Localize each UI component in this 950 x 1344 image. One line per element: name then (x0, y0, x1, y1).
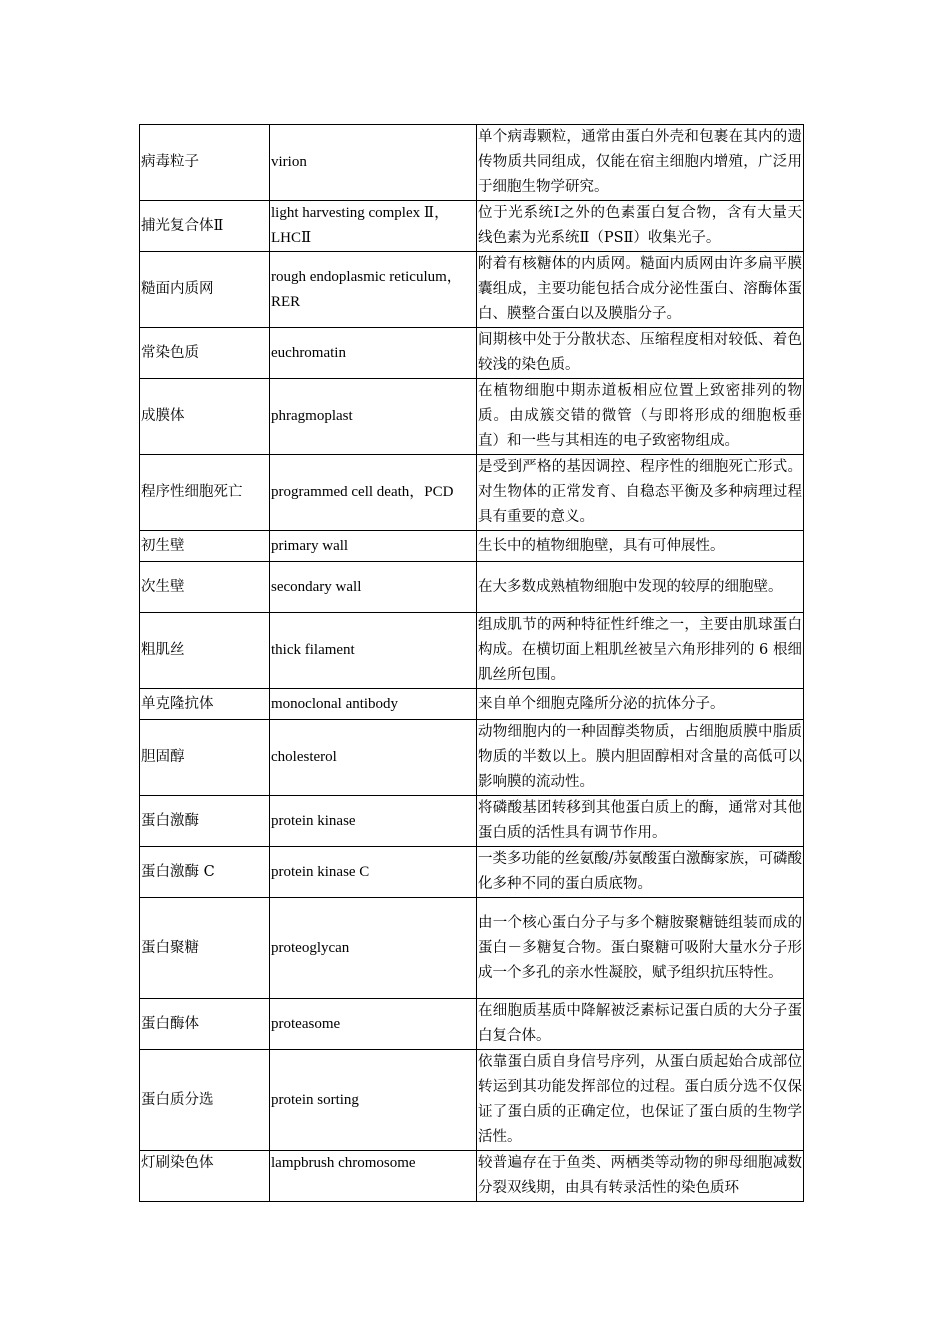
table-row (140, 455, 804, 531)
table-row (140, 847, 804, 898)
term-zh-cell: 初生壁 (140, 531, 270, 562)
table-row (140, 201, 804, 252)
term-zh-cell: 灯刷染色体 (140, 1151, 270, 1202)
term-zh-cell: 粗肌丝 (140, 613, 270, 689)
term-zh-cell: 程序性细胞死亡 (140, 455, 270, 531)
term-zh-cell: 次生壁 (140, 562, 270, 613)
definition-cell: 是受到严格的基因调控、程序性的细胞死亡形式。对生物体的正常发育、自稳态平衡及多种病理过程具有重要的意义。 (477, 455, 804, 531)
table-row (140, 328, 804, 379)
definition-cell: 动物细胞内的一种固醇类物质，占细胞质膜中脂质物质的半数以上。膜内胆固醇相对含量的高低可以影响膜的流动性。 (477, 720, 804, 796)
definition-cell: 单个病毒颗粒，通常由蛋白外壳和包裹在其内的遗传物质共同组成，仅能在宿主细胞内增殖，广泛用于细胞生物学研究。 (477, 125, 804, 201)
term-zh-cell: 蛋白聚糖 (140, 898, 270, 999)
term-en-cell: euchromatin (270, 328, 477, 379)
term-en-cell: virion (270, 125, 477, 201)
table-row (140, 252, 804, 328)
term-en-cell: thick filament (270, 613, 477, 689)
term-zh-cell: 成膜体 (140, 379, 270, 455)
term-zh-cell: 常染色质 (140, 328, 270, 379)
term-zh-cell: 蛋白酶体 (140, 999, 270, 1050)
table-row (140, 531, 804, 562)
definition-cell: 来自单个细胞克隆所分泌的抗体分子。 (477, 689, 804, 720)
definition-cell: 间期核中处于分散状态、压缩程度相对较低、着色较浅的染色质。 (477, 328, 804, 379)
term-en-cell: lampbrush chromosome (270, 1151, 477, 1202)
table-row (140, 562, 804, 613)
term-en-cell: monoclonal antibody (270, 689, 477, 720)
glossary-body (140, 125, 804, 1202)
definition-cell: 组成肌节的两种特征性纤维之一，主要由肌球蛋白构成。在横切面上粗肌丝被呈六角形排列的 6 根细肌丝所包围。 (477, 613, 804, 689)
definition-cell: 由一个核心蛋白分子与多个糖胺聚糖链组装而成的蛋白－多糖复合物。蛋白聚糖可吸附大量水分子形成一个多孔的亲水性凝胶，赋予组织抗压特性。 (477, 898, 804, 999)
term-zh-cell: 蛋白激酶 (140, 796, 270, 847)
term-en-cell: cholesterol (270, 720, 477, 796)
table-row (140, 1151, 804, 1202)
definition-cell: 较普遍存在于鱼类、两栖类等动物的卵母细胞减数分裂双线期，由具有转录活性的染色质环 (477, 1151, 804, 1202)
term-en-cell: proteoglycan (270, 898, 477, 999)
term-en-cell: protein sorting (270, 1050, 477, 1151)
term-en-cell: primary wall (270, 531, 477, 562)
definition-cell: 依靠蛋白质自身信号序列，从蛋白质起始合成部位转运到其功能发挥部位的过程。蛋白质分选不仅保证了蛋白质的正确定位，也保证了蛋白质的生物学活性。 (477, 1050, 804, 1151)
definition-cell: 在细胞质基质中降解被泛素标记蛋白质的大分子蛋白复合体。 (477, 999, 804, 1050)
table-row (140, 898, 804, 999)
table-row (140, 613, 804, 689)
term-en-cell: protein kinase (270, 796, 477, 847)
term-en-cell: secondary wall (270, 562, 477, 613)
table-row (140, 720, 804, 796)
term-zh-cell: 捕光复合体Ⅱ (140, 201, 270, 252)
table-row (140, 379, 804, 455)
term-en-cell: phragmoplast (270, 379, 477, 455)
table-row (140, 999, 804, 1050)
term-zh-cell: 蛋白质分选 (140, 1050, 270, 1151)
table-row (140, 796, 804, 847)
term-zh-cell: 病毒粒子 (140, 125, 270, 201)
table-row (140, 689, 804, 720)
term-zh-cell: 蛋白激酶 C (140, 847, 270, 898)
term-en-cell: programmed cell death，PCD (270, 455, 477, 531)
term-zh-cell: 胆固醇 (140, 720, 270, 796)
term-en-cell: rough endoplasmic reticulum，RER (270, 252, 477, 328)
definition-cell: 位于光系统Ⅰ之外的色素蛋白复合物，含有大量天线色素为光系统Ⅱ（PSⅡ）收集光子。 (477, 201, 804, 252)
definition-cell: 在大多数成熟植物细胞中发现的较厚的细胞壁。 (477, 562, 804, 613)
term-zh-cell: 单克隆抗体 (140, 689, 270, 720)
glossary-table (139, 124, 804, 1202)
definition-cell: 将磷酸基团转移到其他蛋白质上的酶，通常对其他蛋白质的活性具有调节作用。 (477, 796, 804, 847)
definition-cell: 在植物细胞中期赤道板相应位置上致密排列的物质。由成簇交错的微管（与即将形成的细胞板垂直）和一些与其相连的电子致密物组成。 (477, 379, 804, 455)
table-row (140, 125, 804, 201)
definition-cell: 一类多功能的丝氨酸/苏氨酸蛋白激酶家族，可磷酸化多种不同的蛋白质底物。 (477, 847, 804, 898)
definition-cell: 附着有核糖体的内质网。糙面内质网由许多扁平膜囊组成，主要功能包括合成分泌性蛋白、溶酶体蛋白、膜整合蛋白以及膜脂分子。 (477, 252, 804, 328)
table-row (140, 1050, 804, 1151)
term-en-cell: protein kinase C (270, 847, 477, 898)
term-en-cell: light harvesting complex Ⅱ，LHCⅡ (270, 201, 477, 252)
definition-cell: 生长中的植物细胞壁，具有可伸展性。 (477, 531, 804, 562)
term-en-cell: proteasome (270, 999, 477, 1050)
term-zh-cell: 糙面内质网 (140, 252, 270, 328)
